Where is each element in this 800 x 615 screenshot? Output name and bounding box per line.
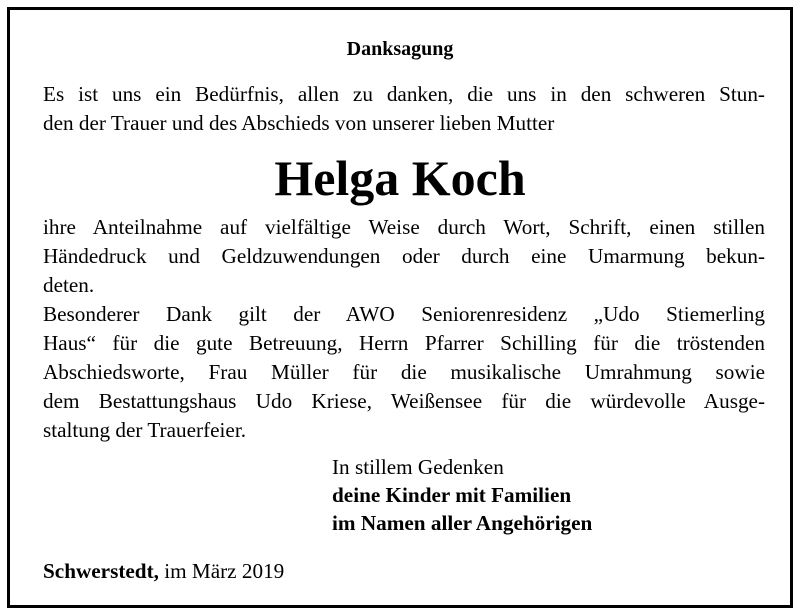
notice-border-frame xyxy=(7,7,793,608)
date: im März 2019 xyxy=(158,559,285,583)
closing-signature xyxy=(332,453,592,537)
place: Schwerstedt, xyxy=(43,559,159,583)
body-line: Händedruck und Geldzuwendungen oder durch eine Umarmung bekun- xyxy=(43,244,765,268)
notice-heading: Danksagung xyxy=(346,38,454,60)
place-and-date xyxy=(43,557,284,585)
body-line: deten. xyxy=(43,273,95,297)
body-line: dem Bestattungshaus Udo Kriese, Weißensee für die würdevolle Ausge- xyxy=(43,389,765,413)
closing-relatives: im Namen aller Angehörigen xyxy=(332,511,593,535)
body-line: Haus“ für die gute Betreuung, Herrn Pfarrer Schilling für die tröstenden xyxy=(43,331,765,355)
body-line: staltung der Trauerfeier. xyxy=(43,418,246,442)
body-line: Abschiedsworte, Frau Müller für die musikalische Umrahmung sowie xyxy=(43,360,765,384)
closing-family: deine Kinder mit Familien xyxy=(332,483,572,507)
intro-paragraph xyxy=(43,80,765,138)
deceased-name: Helga Koch xyxy=(274,150,526,206)
body-paragraph xyxy=(43,213,765,445)
closing-greeting: In stillem Gedenken xyxy=(332,455,504,479)
intro-line: den der Trauer und des Abschieds von unserer lieben Mutter xyxy=(43,111,555,135)
intro-line: Es ist uns ein Bedürfnis, allen zu danken, die uns in den schweren Stun- xyxy=(43,82,765,106)
body-line: ihre Anteilnahme auf vielfältige Weise durch Wort, Schrift, einen stillen xyxy=(43,215,765,239)
obituary-thank-you-notice xyxy=(10,10,790,605)
body-line: Besonderer Dank gilt der AWO Seniorenresidenz „Udo Stiemerling xyxy=(43,302,765,326)
